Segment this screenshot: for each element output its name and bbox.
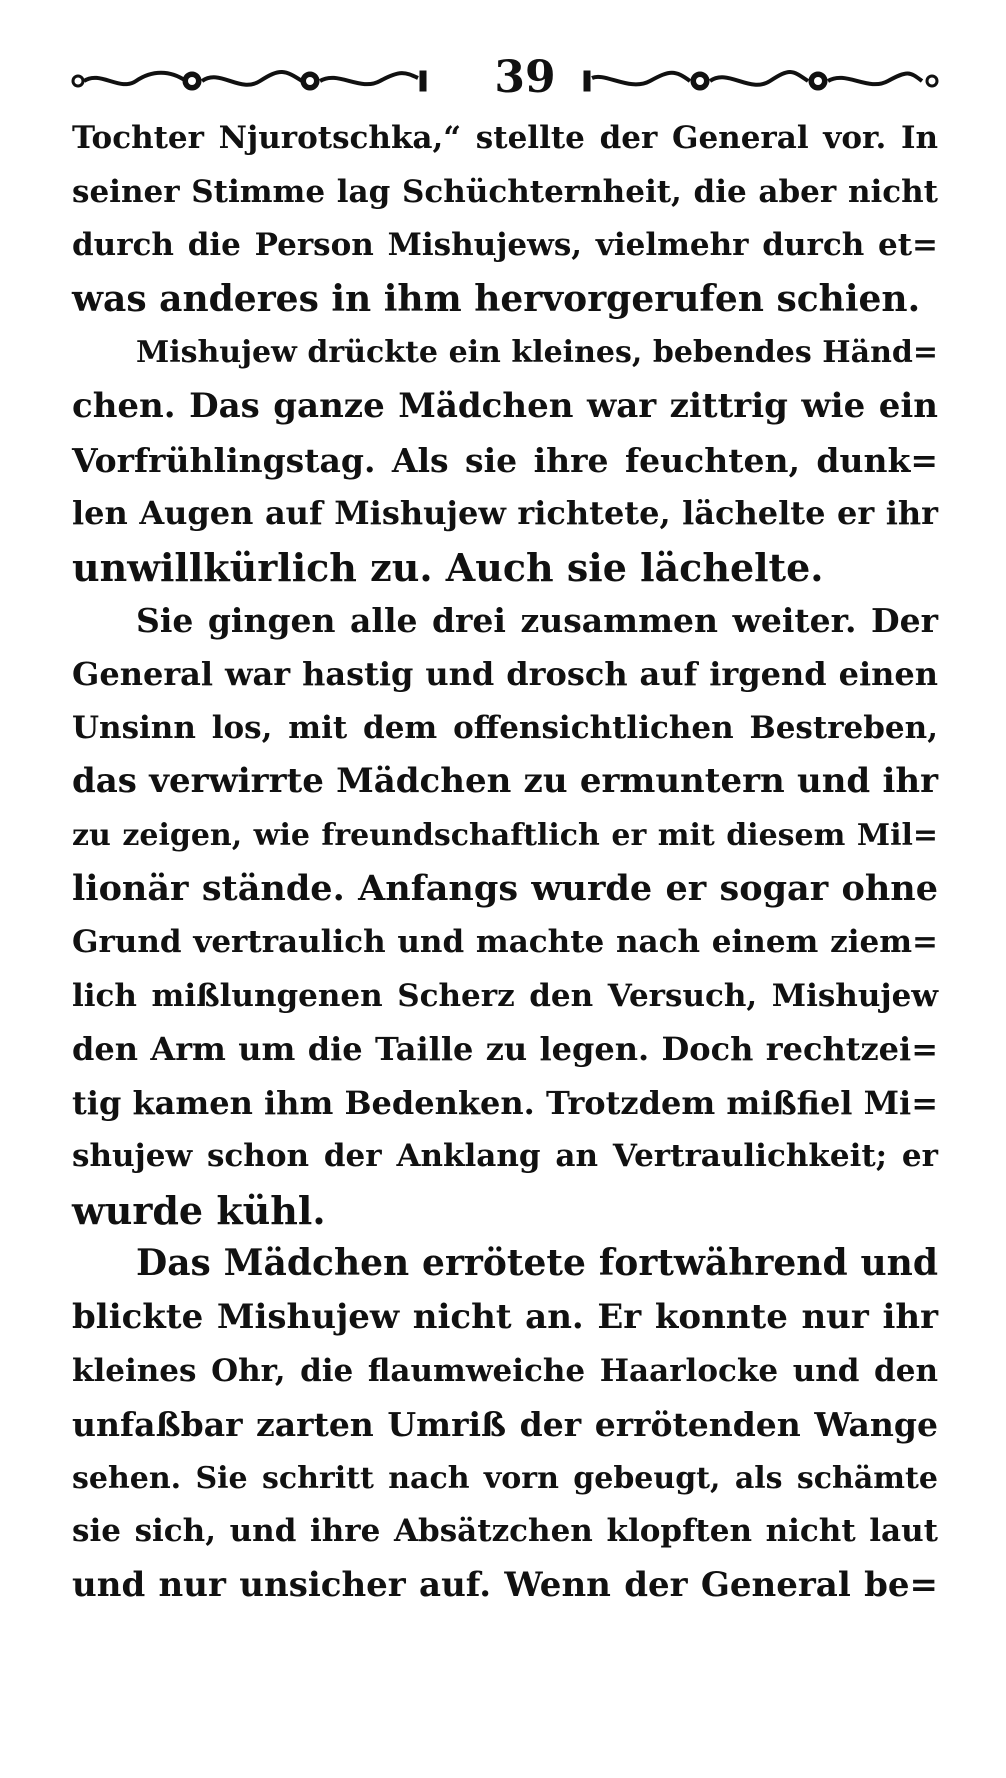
text-line: Vorfrühlingstag. Als sie ihre feuchten, dunk= (72, 440, 938, 480)
text-line: zu zeigen, wie freundschaftlich er mit diesem Mil= (72, 817, 938, 853)
text-line: blickte Mishujew nicht an. Er konnte nur ihr (72, 1297, 938, 1338)
text-line: lich mißlungenen Scherz den Versuch, Mishujew (72, 977, 938, 1014)
text-line: Das Mädchen errötete fortwährend und (136, 1242, 938, 1285)
text-line: Grund vertraulich und machte nach einem ziem= (72, 923, 938, 960)
text-line: lionär stände. Anfangs wurde er sogar ohne (72, 868, 938, 910)
text-line: das verwirrte Mädchen zu ermuntern und ihr (72, 761, 938, 802)
left-header-ornament (70, 66, 430, 96)
text-line: Unsinn los, mit dem offensichtlichen Bestreben, (72, 709, 938, 746)
text-line: durch die Person Mishujews, vielmehr durch et= (72, 227, 938, 264)
text-line: wurde kühl. (72, 1187, 326, 1233)
right-header-ornament (580, 66, 940, 96)
text-line: kleines Ohr, die flaumweiche Haarlocke und den (72, 1352, 938, 1389)
text-line: sehen. Sie schritt nach vorn gebeugt, als schämte (72, 1460, 938, 1496)
text-line: unfaßbar zarten Umriß der errötenden Wange (72, 1405, 938, 1445)
text-line: Sie gingen alle drei zusammen weiter. Der (136, 601, 938, 641)
text-line: sie sich, und ihre Absätzchen klopften nicht laut (72, 1513, 938, 1550)
text-line: was anderes in ihm hervorgerufen schien. (72, 277, 921, 320)
page-number: 39 (494, 52, 556, 103)
text-line: Mishujew drückte ein kleines, bebendes Händ= (136, 335, 938, 371)
text-line: seiner Stimme lag Schüchternheit, die aber nicht (72, 173, 938, 210)
page-header (70, 48, 940, 108)
text-line: chen. Das ganze Mädchen war zittrig wie ein (72, 385, 938, 426)
text-line: len Augen auf Mishujew richtete, lächelte er ihr (72, 494, 938, 533)
text-line: und nur unsicher auf. Wenn der General be= (72, 1565, 938, 1606)
text-line: tig kamen ihm Bedenken. Trotzdem mißfiel Mi= (72, 1083, 938, 1122)
text-line: shujew schon der Anklang an Vertraulichkeit; er (72, 1138, 938, 1175)
text-line: Tochter Njurotschka,“ stellte der General vor. In (72, 120, 938, 156)
text-line: den Arm um die Taille zu legen. Doch rechtzei= (72, 1030, 938, 1069)
body-text (72, 112, 938, 1613)
text-line: unwillkürlich zu. Auch sie lächelte. (72, 544, 824, 590)
text-line: General war hastig und drosch auf irgend einen (72, 654, 938, 693)
